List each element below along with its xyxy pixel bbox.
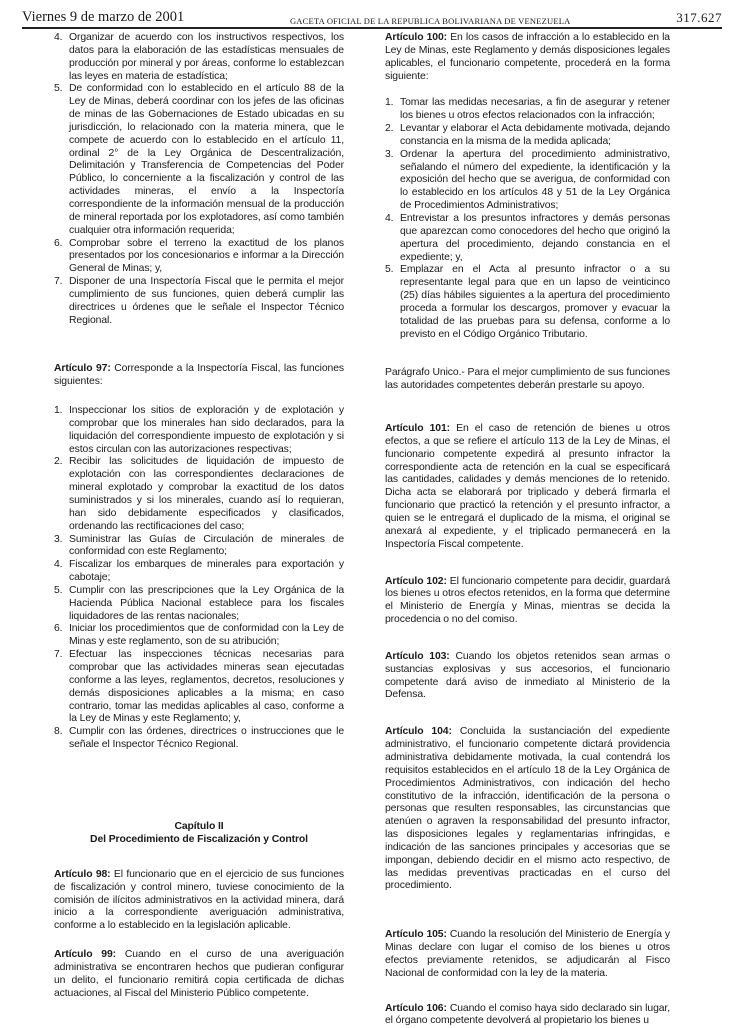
list-c xyxy=(385,97,670,341)
article-103 xyxy=(385,651,670,702)
article-label: Artículo 106: xyxy=(385,1002,447,1014)
article-text: En el caso de retención de bienes u otros efectos, a que se refiere el artículo 113 de la Ley de Minas, el funcionario competente expedirá al presunto infractor la correspondiente acta de retención en la cual se especificará las cantidades, calidades y demás menciones de lo retenido. Dicha acta se elaborará por triplicado y deberá firmarla el funcionario que practicó la retención y el presunto infractor, a quien se le entregará el duplicado de la misma, el original se anexará al expediente, y el triplicado permanecerá en la Inspectoría Fiscal competente. xyxy=(385,423,670,550)
article-101 xyxy=(385,423,670,551)
article-105 xyxy=(385,929,670,980)
article-102 xyxy=(385,576,670,627)
list-item-text: Inspeccionar los sitios de exploración y de explotación y comprobar que los minerales han sido declarados, para la liquidación del correspondiente impuesto de explotación y si estos circulan con las autorizaciones respectivas; xyxy=(69,405,344,455)
left-column xyxy=(54,32,344,1001)
article-text: Cuando en el curso de una averiguación administrativa se encontraren hechos que pudieran configurar un delito, el funcionario remitirá copia certificada de dichas actuaciones, al Fiscal del Ministerio Público competente. xyxy=(54,949,344,999)
chapter-subtitle: Del Procedimiento de Fiscalización y Control xyxy=(90,834,308,846)
paragrafo-unico: Parágrafo Unico.- Para el mejor cumplimiento de sus funciones las autoridades competentes deberán prestarle su apoyo. xyxy=(385,367,670,392)
article-label: Artículo 101: xyxy=(385,423,450,435)
article-99 xyxy=(54,949,344,1000)
article-label: Artículo 98: xyxy=(54,868,111,880)
list-item xyxy=(54,405,344,456)
list-item-text: Efectuar las inspecciones técnicas necesarias para comprobar que las actividades mineras sean ejecutadas conforme a las leyes, reglamentos, decretos, resoluciones y demás disposiciones aplicables a la misma; en caso contrario, tomar las medidas aplicables al caso, conforme a la Ley de Minas y este Reglamento; y, xyxy=(69,649,344,725)
list-item-number: 3. xyxy=(54,533,63,545)
list-item-number: 6. xyxy=(54,623,63,635)
list-a xyxy=(54,32,344,327)
list-item xyxy=(54,559,344,585)
chapter-heading xyxy=(54,820,344,847)
list-item xyxy=(54,623,344,649)
list-item-number: 4. xyxy=(385,212,394,224)
list-item-text: Recibir las solicitudes de liquidación de impuesto de explotación con las correspondientes declaraciones de mineral explotado y comprobar la exactitud de los datos suministrados y si los minerales, cuando así lo requieran, han sido debidamente especificados y clasificados, ordenando las rectificaciones del caso; xyxy=(69,456,344,532)
list-item-number: 2. xyxy=(385,123,394,135)
list-item-text: Tomar las medidas necesarias, a fin de asegurar y retener los bienes u otros efectos relacionados con la infracción; xyxy=(400,97,670,122)
article-text: El funcionario competente para decidir, guardará los bienes u otros efectos retenidos, en la forma que determine el Ministerio de Energía y Minas, mientras se decida la procedencia o no del comiso. xyxy=(385,575,670,626)
article-97 xyxy=(54,363,344,389)
article-100 xyxy=(385,32,670,83)
list-item-number: 1. xyxy=(385,97,394,109)
list-item xyxy=(385,97,670,123)
article-text: Cuando los objetos retenidos sean armas o sustancias explosivas y sus accesorios, el funcionario competente dará aviso de inmediato al Ministerio de la Defensa. xyxy=(385,650,670,701)
list-b xyxy=(54,405,344,752)
page-header xyxy=(22,4,722,29)
article-text: Cuando la resolución del Ministerio de Energía y Minas declare con lugar el comiso de los bienes u otros efectos previamente retenidos, se adjudicarán al Fisco Nacional de conformidad con la ley de la materia. xyxy=(385,929,670,979)
article-label: Artículo 102: xyxy=(385,575,447,587)
list-item-text: De conformidad con lo establecido en el artículo 88 de la Ley de Minas, deberá coordinar con los jefes de las oficinas de minas de las Gobernaciones de Estado ubicadas en su jurisdicción, lo relacionado con la materia minera, que le compete de acuerdo con lo establecido en el artículo 11, ordinal 2° de la Ley Orgánica de Descentralización, Delimitación y Transferencia de Competencias del Poder Público, lo concerniente a la fiscalización y control de las actividades mineras, el envío a la Inspectoría correspondiente de la información mensual de la producción de mineral reportada por los explotadores, así como también cualquier otra información requerida; xyxy=(69,83,344,236)
list-item-number: 4. xyxy=(54,32,63,43)
list-item-text: Cumplir con las prescripciones que la Ley Orgánica de la Hacienda Pública Nacional establece para los fiscales liquidadores de las rentas nacionales; xyxy=(69,584,344,622)
list-item xyxy=(54,585,344,624)
article-text: Cuando el comiso haya sido declarado sin lugar, el órgano competente devolverá al propietario los bienes u xyxy=(385,1002,671,1027)
list-item-number: 2. xyxy=(54,456,63,468)
list-item xyxy=(54,276,344,327)
article-label: Artículo 105: xyxy=(385,929,447,941)
list-item xyxy=(385,213,670,264)
article-106 xyxy=(385,1003,670,1028)
article-104 xyxy=(385,726,670,893)
list-item-number: 4. xyxy=(54,559,63,571)
article-label: Artículo 100: xyxy=(385,32,448,43)
list-item xyxy=(54,238,344,277)
article-label: Artículo 104: xyxy=(385,726,452,738)
list-item-number: 6. xyxy=(54,237,63,249)
article-label: Artículo 97: xyxy=(54,363,111,375)
list-item-number: 5. xyxy=(385,264,394,276)
article-label: Artículo 99: xyxy=(54,949,117,961)
header-date: Viernes 9 de marzo de 2001 xyxy=(22,9,185,25)
article-text: En los casos de infracción a lo establecido en la Ley de Minas, este Reglamento y demás disposiciones legales aplicables, el funcionario competente, procederá en la forma siguiente: xyxy=(385,32,670,82)
list-item-text: Iniciar los procedimientos que de conformidad con la Ley de Minas y este reglamento, son de su atribución; xyxy=(69,623,344,648)
list-item-number: 7. xyxy=(54,649,63,661)
header-publication: GACETA OFICIAL DE LA REPUBLICA BOLIVARIANA DE VENEZUELA xyxy=(289,16,571,26)
article-text: Corresponde a la Inspectoría Fiscal, las funciones siguientes: xyxy=(54,363,344,388)
list-item xyxy=(54,726,344,752)
list-item-text: Disponer de una Inspectoría Fiscal que le permita el mejor cumplimiento de sus funciones, quien deberá cumplir las directrices u órdenes que le señale el Inspector Técnico Regional. xyxy=(69,276,344,326)
list-item-number: 5. xyxy=(54,584,63,596)
article-text: Concluida la sustanciación del expediente administrativo, el funcionario competente dictará providencia administrativa debidamente motivada, la cual contendrá los requisitos establecidos en el artículo 18 de la Ley Orgánica de Procedimientos Administrativos, con indicación del hecho constitutivo de la infracción, identificación de la persona o personas que resulten responsables, las circunstancias que atenúen o agraven la responsabilidad del presunto infractor, las disposiciones legales y reglamentarias infringidas, e indicación de las sanciones principales y accesorias que se impongan, debiendo decidir en el mismo acto respectivo, de las medidas preventivas practicadas en el curso del procedimiento. xyxy=(385,726,670,892)
article-text: El funcionario que en el ejercicio de sus funciones de fiscalización y control minero, tuviese conocimiento de la comisión de ilícitos administrativos en la actividad minera, dará inicio a la correspondiente averiguación administrativa, conforme a lo establecido en la legislación aplicable. xyxy=(54,868,344,932)
list-item-text: Cumplir con las órdenes, directrices o instrucciones que le señale el Inspector Técnico Regional. xyxy=(69,726,344,751)
list-item-text: Emplazar en el Acta al presunto infractor o a su representante legal para que en un lapso de veinticinco (25) días hábiles siguientes a la apertura del procedimiento proceda a formular los descargos, promover y evacuar la totalidad de las pruebas para su defensa, conforme a lo previsto en el Código Orgánico Tributario. xyxy=(400,264,670,340)
chapter-title: Capítulo II xyxy=(174,820,224,832)
list-item-text: Entrevistar a los presuntos infractores y demás personas que aparezcan como conocedores del hecho que originó la apertura del procedimiento, dejando constancia en el expediente; y, xyxy=(400,212,670,263)
list-item-text: Suministrar las Guías de Circulación de minerales de conformidad con este Reglamento; xyxy=(69,533,344,558)
list-item-number: 7. xyxy=(54,276,63,288)
list-item-number: 5. xyxy=(54,83,63,95)
list-item xyxy=(385,123,670,149)
list-item-text: Organizar de acuerdo con los instructivos respectivos, los datos para la elaboración de las estadísticas mensuales de producción por mineral y por áreas, conforme lo establezcan las leyes en materia de estadística; xyxy=(69,32,344,82)
list-item-number: 3. xyxy=(385,148,394,160)
list-item xyxy=(54,534,344,560)
list-item xyxy=(54,649,344,726)
right-column xyxy=(385,32,670,1028)
article-label: Artículo 103: xyxy=(385,650,450,662)
list-item xyxy=(385,149,670,213)
article-98 xyxy=(54,869,344,933)
list-item xyxy=(54,83,344,237)
list-item-text: Levantar y elaborar el Acta debidamente motivada, dejando constancia en la misma de la medida aplicada; xyxy=(400,123,670,147)
list-item-text: Comprobar sobre el terreno la exactitud de los planos presentados por los concesionarios e informar a la Dirección General de Minas; y, xyxy=(69,237,344,275)
list-item-text: Ordenar la apertura del procedimiento administrativo, señalando el número del expediente, la identificación y la exposición del hecho que se averigua, de conformidad con lo establecido en los artículos 48 y 51 de la Ley Orgánica de Procedimientos Administrativos; xyxy=(400,148,670,212)
list-item-text: Fiscalizar los embarques de minerales para exportación y cabotaje; xyxy=(69,559,344,584)
header-page-number: 317.627 xyxy=(676,10,722,25)
list-item xyxy=(54,32,344,83)
list-item xyxy=(54,456,344,533)
list-item xyxy=(385,264,670,341)
list-item-number: 1. xyxy=(54,405,63,417)
list-item-number: 8. xyxy=(54,726,63,738)
